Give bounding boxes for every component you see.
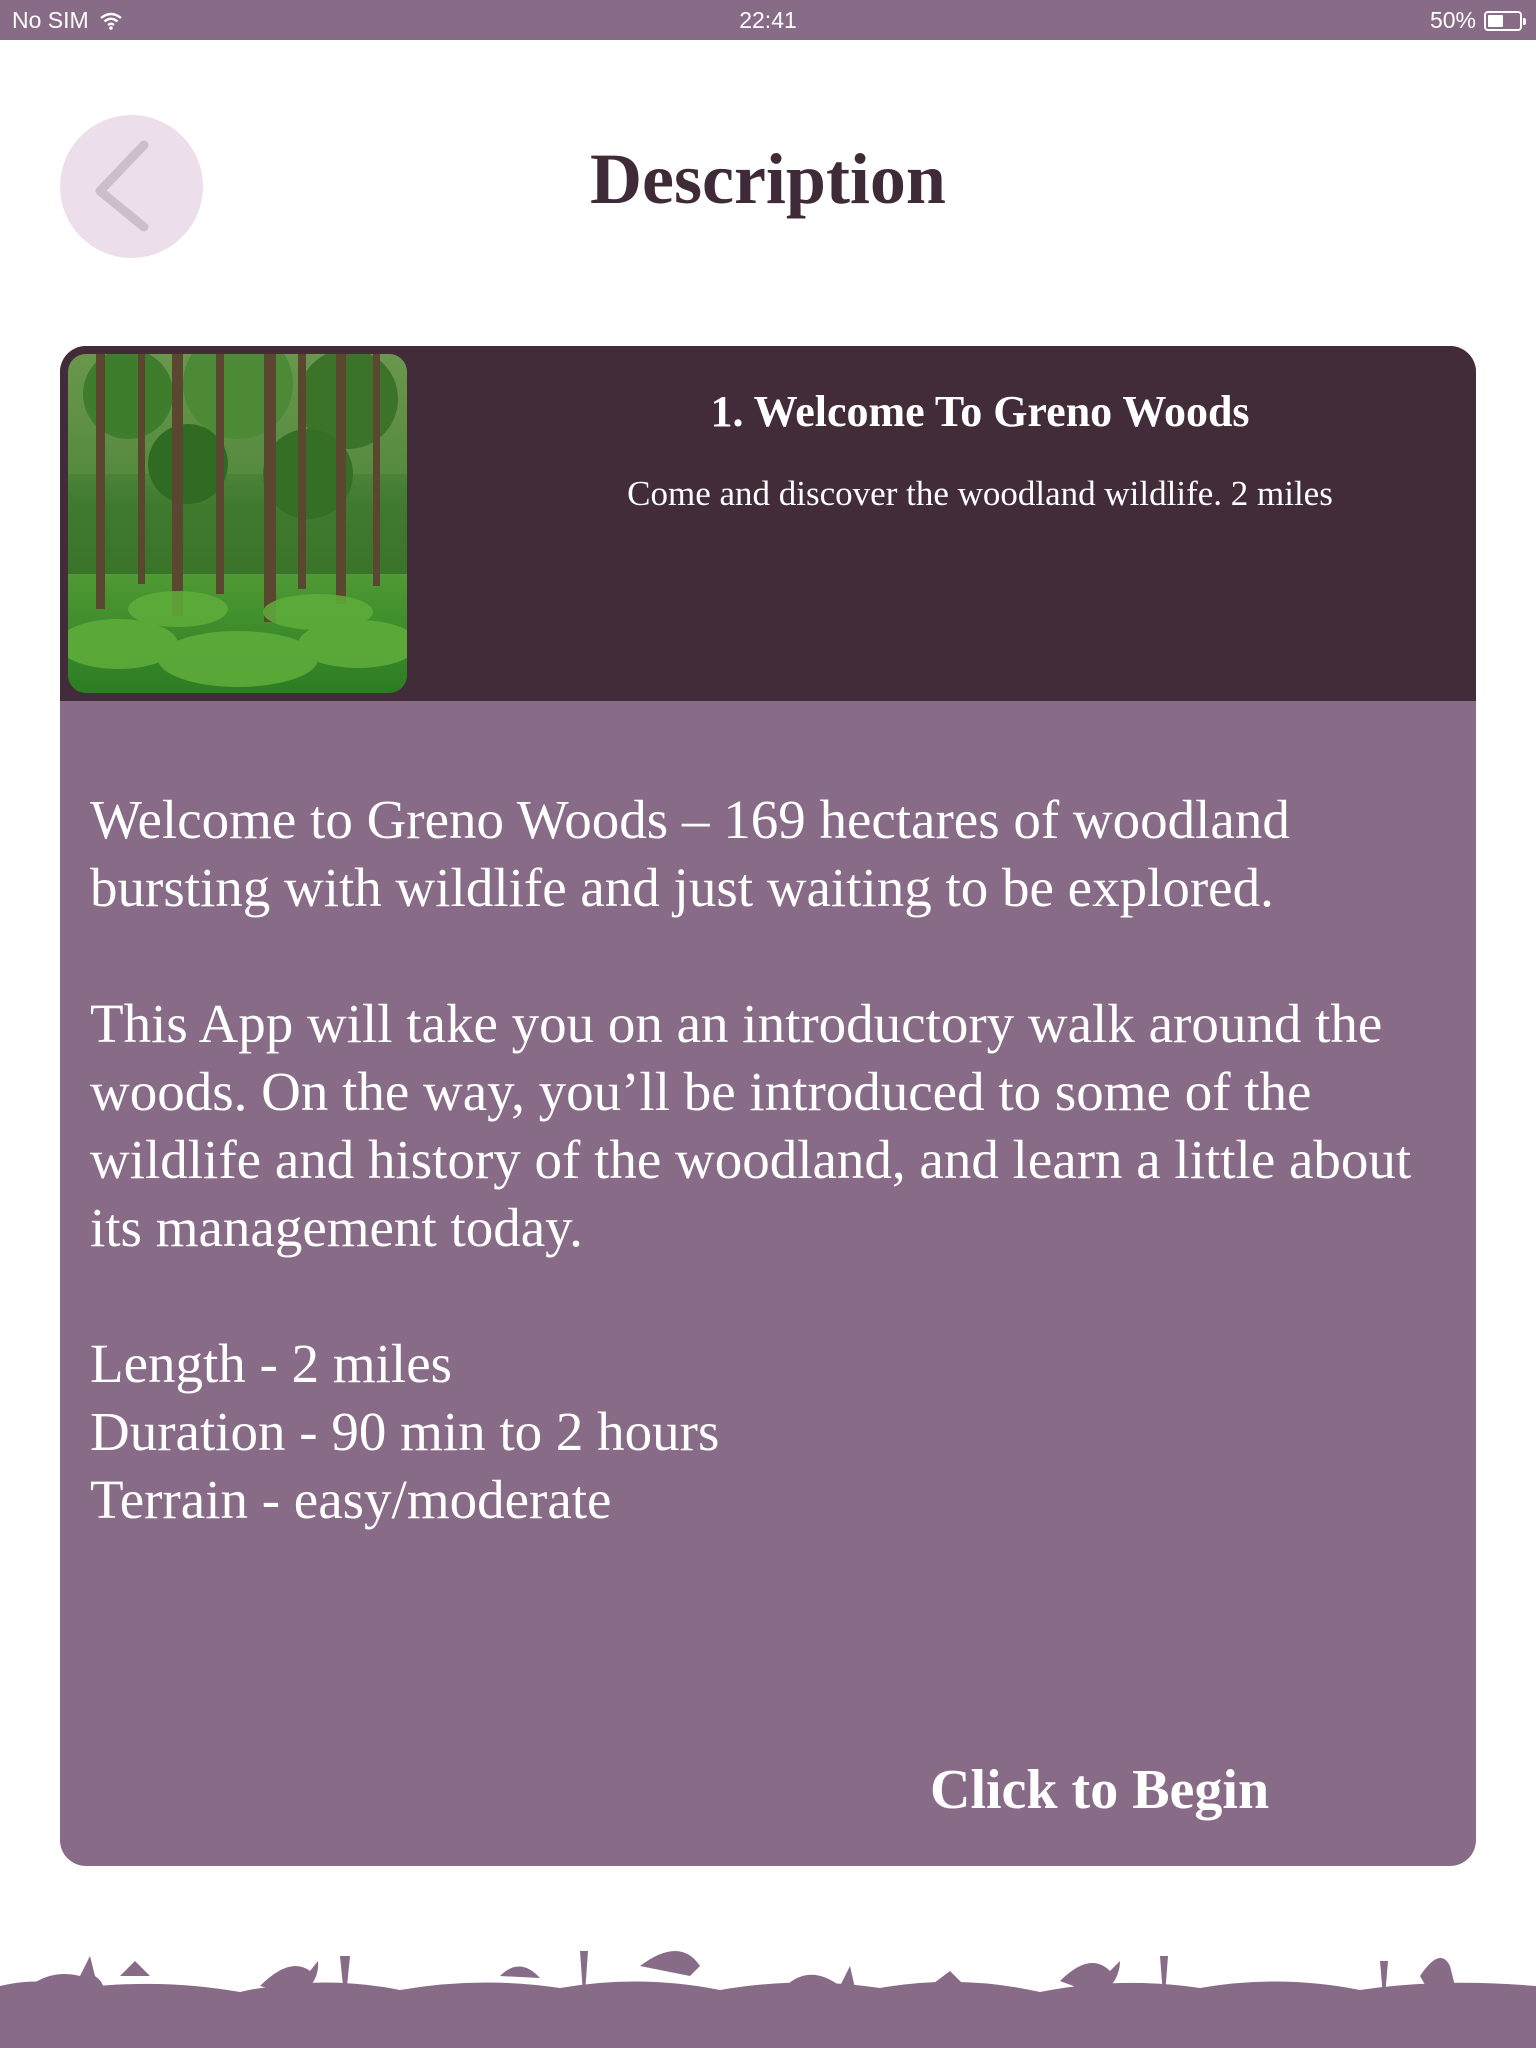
carrier-label: No SIM	[12, 7, 89, 33]
walk-description	[90, 786, 1460, 1534]
walk-card-header	[60, 346, 1476, 701]
battery-fill	[1488, 15, 1503, 27]
status-time: 22:41	[739, 7, 797, 33]
duration-text: Duration - 90 min to 2 hours	[90, 1401, 720, 1462]
walk-title: 1. Welcome To Greno Woods	[710, 387, 1250, 436]
forest-image	[68, 354, 407, 693]
begin-button[interactable]: Click to Begin	[930, 1759, 1270, 1821]
status-right	[1430, 7, 1522, 34]
description-paragraph: This App will take you on an introductory walk around the woods. On the way, you’ll be introduced to some of the wildlife and history of the woodland, and learn a little about its management today.	[90, 993, 1412, 1258]
walk-card	[60, 346, 1476, 1866]
length-text: Length - 2 miles	[90, 1333, 453, 1394]
page-title: Description	[590, 139, 946, 219]
terrain-text: Terrain - easy/moderate	[90, 1469, 612, 1530]
walk-subtitle: Come and discover the woodland wildlife. 2 miles	[627, 474, 1333, 513]
battery-icon	[1484, 11, 1522, 31]
battery-percent: 50%	[1429, 7, 1476, 33]
status-bar	[0, 0, 1536, 40]
wildlife-silhouette-banner	[0, 1916, 1536, 2048]
forest-photo	[68, 354, 407, 693]
description-paragraph: Welcome to Greno Woods – 169 hectares of woodland bursting with wildlife and just waiting to be explored.	[90, 789, 1290, 918]
